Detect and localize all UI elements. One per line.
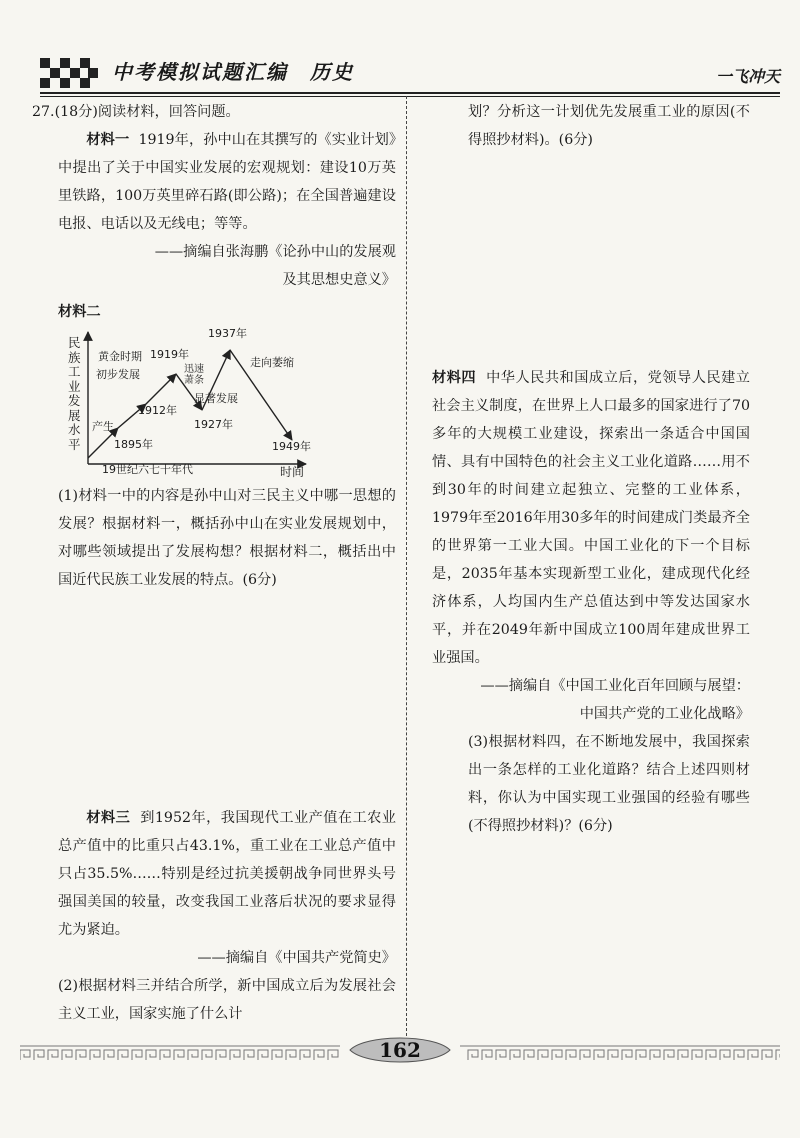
material-1-source-line1: ——摘编自张海鹏《论孙中山的发展观 — [154, 244, 396, 260]
chart-label-1919: 1919年 — [150, 348, 189, 361]
material-4-text: 中华人民共和国成立后，党领导人民建立社会主义制度，在世界上人口最多的国家进行了70多年的大规模工业建设，探索出一条适合中国国情、具有中国特色的社会主义工业化道路……用不到30年的时间建立起独立、完整的工业体系，1979年至2016年用30多年的时间建成门类最齐全的世界第一工业大国。中国工业化的下一个目标是，2035年基本实现新型工业化，建成现代化经济体系，人均国内生产总值达到中等发达国家水平，并在2049年新中国成立100周年建成世界工业强国。 — [432, 370, 750, 666]
chart-label-1949: 1949年 — [272, 440, 311, 453]
chart-phase-chubu: 初步发展 — [96, 368, 140, 381]
material-4-source-line1: ——摘编自《中国工业化百年回顾与展望： — [480, 678, 750, 694]
chart-phase-chansheng: 产生 — [92, 420, 114, 433]
question-1: (1)材料一中的内容是孙中山对三民主义中哪一思想的发展？根据材料一，概括孙中山在实业发展规划中，对哪些领域提出了发展构想？根据材料二，概括出中国近代民族工业发展的特点。(6分) — [58, 488, 396, 588]
chart-label-1927: 1927年 — [194, 418, 233, 431]
header-rule-thin — [40, 96, 780, 97]
column-divider — [406, 96, 407, 1036]
material-4 — [432, 364, 750, 672]
chart-label-1937: 1937年 — [208, 327, 247, 340]
chart-xlabel: 时间 — [280, 465, 305, 479]
page-header — [40, 50, 780, 94]
industry-chart — [68, 326, 318, 479]
chart-label-1912: 1912年 — [138, 404, 177, 417]
material-1-source-line2: 及其思想史意义》 — [282, 272, 396, 288]
material-3-text: 到1952年，我国现代工业产值在工农业总产值中的比重只占43.1%，重工业在工业总产值中只占35.5%……特别是经过抗美援朝战争同世界头号强国美国的较量，改变我国工业落后状况的要求显得尤为紧迫。 — [58, 810, 396, 938]
material-1-text: 1919年，孙中山在其撰写的《实业计划》中提出了关于中国实业发展的宏观规划：建设10万英里铁路，100万英里碎石路(即公路)；在全国普遍建设电报、电话以及无线电；等等。 — [58, 132, 396, 232]
question-2-part1: (2)根据材料三并结合所学，新中国成立后为发展社会主义工业，国家实施了什么计 — [58, 978, 396, 1022]
chart-x-start-label: 19世纪六七十年代 — [102, 463, 193, 476]
header-title: 中考模拟试题汇编 历史 — [112, 60, 354, 84]
header-rule — [40, 92, 780, 94]
chart-phase-huangjin: 黄金时期 — [98, 350, 142, 363]
question-3: (3)根据材料四，在不断地发展中，我国探索出一条怎样的工业化道路？结合上述四则材料，你认为中国实现工业强国的经验有哪些(不得照抄材料)？(6分) — [468, 734, 750, 834]
header-brand: 一飞冲天 — [715, 67, 780, 86]
right-column — [432, 98, 750, 840]
left-column — [32, 98, 396, 1028]
material-4-source-line2: 中国共产党的工业化战略》 — [579, 706, 750, 722]
chart-phase-weisuo: 走向萎缩 — [250, 356, 294, 369]
material-2-label-row — [58, 298, 396, 326]
chart-phase-xianzhu: 显著发展 — [194, 392, 238, 405]
material-3 — [58, 804, 396, 944]
material-4-label: 材料四 — [432, 370, 477, 386]
material-1-label: 材料一 — [86, 132, 130, 148]
page-number: 162 — [379, 1038, 421, 1062]
checker-logo-icon — [40, 58, 98, 90]
material-1 — [58, 126, 396, 238]
chart-ylabel: 民族工业发展水平 — [68, 335, 81, 452]
question-2-part2: 划？分析这一计划优先发展重工业的原因(不得照抄材料)。(6分) — [468, 104, 750, 148]
material-3-label: 材料三 — [86, 810, 131, 826]
chart-phase-xiaotiao: 迅速萧条 — [184, 364, 204, 386]
chart-svg — [68, 326, 318, 476]
material-3-source: ——摘编自《中国共产党简史》 — [197, 950, 396, 966]
question-stem: 27.(18分)阅读材料，回答问题。 — [32, 104, 240, 120]
answer-space-1 — [58, 594, 396, 804]
chart-label-1895: 1895年 — [114, 438, 153, 451]
chart-segment — [146, 374, 176, 404]
material-2-label: 材料二 — [58, 304, 101, 320]
page-number-badge — [346, 1032, 454, 1068]
answer-space-2 — [432, 154, 750, 364]
